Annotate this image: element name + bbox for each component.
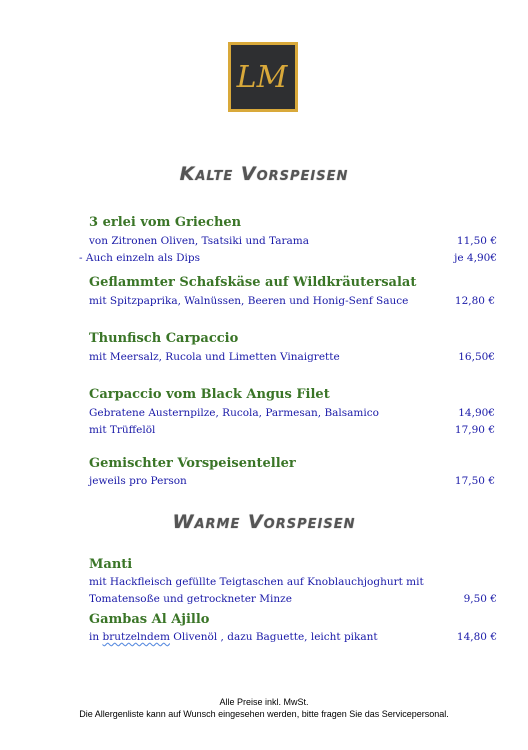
dish-price: je 4,90€ [454,252,497,264]
logo-text: LM [236,60,288,95]
dish-description-part: in [89,631,103,643]
dish-price: 14,80 € [456,631,497,643]
dish-title: 3 erlei vom Griechen [89,215,242,230]
dish-description-word: brutzelndem [102,631,170,643]
dish-price: 17,50 € [454,475,495,487]
restaurant-logo [228,42,298,112]
dish-title: Manti [89,557,133,572]
section-title-warm: Warme Vorspeisen [172,511,356,533]
dish-price: 12,80 € [454,295,495,307]
dish-price: 17,90 € [454,424,495,436]
dish-title: Thunfisch Carpaccio [89,331,239,346]
dish-description-part: Olivenöl , dazu Baguette, leicht pikant [169,631,378,643]
section-title-cold: Kalte Vorspeisen [179,163,349,185]
logo-monogram-icon [231,45,295,109]
dish-price: 14,90€ [458,407,495,419]
footer-allergen-note: Die Allergenliste kann auf Wunsch eingesehen werden, bitte fragen Sie das Servicepersonal. [79,709,449,719]
dish-description: mit Hackfleisch gefüllte Teigtaschen auf Knoblauchjoghurt mit [89,576,424,588]
dish-description: mit Trüffelöl [89,424,156,436]
footer-vat-note: Alle Preise inkl. MwSt. [219,697,309,707]
dish-price: 16,50€ [458,351,495,363]
dish-price: 11,50 € [456,235,497,247]
dish-title: Carpaccio vom Black Angus Filet [89,387,330,402]
dish-description: mit Meersalz, Rucola und Limetten Vinaigrette [89,351,340,363]
dish-description: von Zitronen Oliven, Tsatsiki und Tarama [89,235,309,247]
dish-title: Gambas Al Ajillo [89,612,210,627]
dish-description: Gebratene Austernpilze, Rucola, Parmesan, Balsamico [89,407,379,419]
dish-description: mit Spitzpaprika, Walnüssen, Beeren und Honig-Senf Sauce [89,295,409,307]
dish-price: 9,50 € [463,593,497,605]
dish-description: - Auch einzeln als Dips [79,252,200,264]
dish-description: Tomatensoße und getrockneter Minze [89,593,292,605]
dish-title: Geflammter Schafskäse auf Wildkräutersalat [89,275,417,290]
dish-title: Gemischter Vorspeisenteller [89,456,296,471]
dish-description [89,631,378,643]
dish-description: jeweils pro Person [89,475,187,487]
